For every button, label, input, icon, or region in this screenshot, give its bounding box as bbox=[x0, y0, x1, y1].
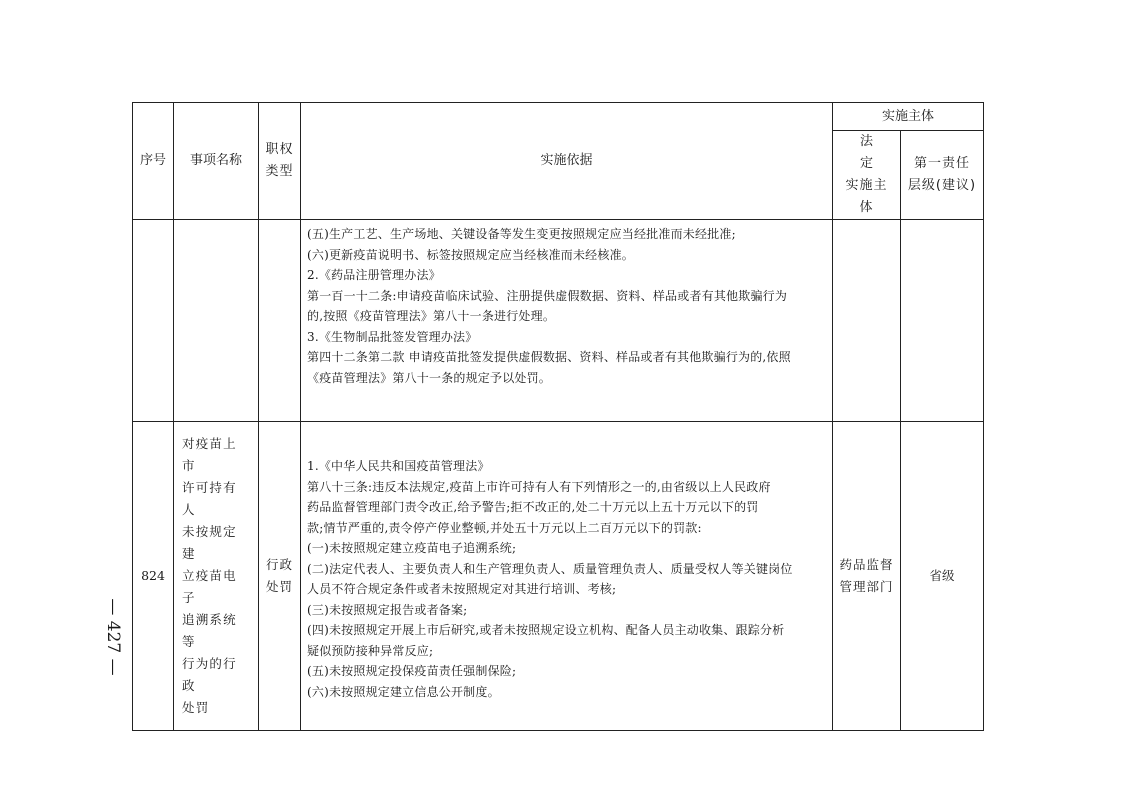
basis-line: 《疫苗管理法》第八十一条的规定予以处罚。 bbox=[307, 370, 552, 385]
row-legal-subject bbox=[833, 422, 901, 731]
row-seq: 824 bbox=[133, 422, 174, 731]
page-number bbox=[86, 560, 126, 720]
header-legal-subject bbox=[833, 131, 901, 220]
legal-subject-line: 药品监督 bbox=[839, 557, 894, 572]
basis-line: (一)未按照规定建立疫苗电子追溯系统; bbox=[307, 541, 517, 555]
header-legal-line2: 实施主体 bbox=[845, 178, 888, 215]
basis-line: 的,按照《疫苗管理法》第八十一条进行处理。 bbox=[307, 309, 556, 323]
basis-line: 人员不符合规定条件或者未按照规定对其进行培训、考核; bbox=[307, 582, 617, 596]
header-basis: 实施依据 bbox=[301, 103, 833, 220]
item-name-line: 许可持有人 bbox=[182, 480, 237, 517]
row-level bbox=[901, 220, 984, 422]
basis-line: 1.《中华人民共和国疫苗管理法》 bbox=[307, 459, 490, 473]
basis-line: (四)未按照规定开展上市后研究,或者未按照规定设立机构、配备人员主动收集、跟踪分析 bbox=[307, 623, 785, 637]
basis-line: 第四十二条第二款 申请疫苗批签发提供虚假数据、资料、样品或者有其他欺骗行为的,依照 bbox=[307, 350, 791, 364]
basis-line: 药品监督管理部门责令改正,给予警告;拒不改正的,处二十万元以上五十万元以下的罚 bbox=[307, 500, 759, 514]
basis-line: (三)未按照规定报告或者备案; bbox=[307, 602, 468, 617]
basis-line: (六)更新疫苗说明书、标签按照规定应当经核准而未经核准。 bbox=[307, 247, 634, 262]
basis-line: 第一百一十二条:申请疫苗临床试验、注册提供虚假数据、资料、样品或者有其他欺骗行为 bbox=[307, 288, 788, 303]
basis-line: 款;情节严重的,责令停产停业整顿,并处五十万元以上二百万元以下的罚款: bbox=[307, 520, 702, 535]
header-first-resp-line1: 第一责任 bbox=[914, 156, 971, 171]
row-item-name bbox=[174, 220, 259, 422]
basis-line: 第八十三条:违反本法规定,疫苗上市许可持有人有下列情形之一的,由省级以上人民政府 bbox=[307, 479, 771, 494]
basis-line: (六)未按照规定建立信息公开制度。 bbox=[307, 684, 500, 699]
item-name-line: 未按规定建 bbox=[182, 524, 237, 561]
basis-line: (五)未按照规定投保疫苗责任强制保险; bbox=[307, 664, 517, 678]
header-legal-line1: 法 定 bbox=[859, 134, 887, 171]
row-type bbox=[259, 220, 301, 422]
header-type bbox=[259, 103, 301, 220]
table-row bbox=[133, 422, 984, 731]
header-item-name: 事项名称 bbox=[174, 103, 259, 220]
header-type-line1: 职权 bbox=[265, 142, 294, 157]
table-row bbox=[133, 220, 984, 422]
header-first-responsibility bbox=[901, 131, 984, 220]
page-number-text: — 427 — bbox=[103, 598, 123, 676]
basis-line: 3.《生物制品批签发管理办法》 bbox=[307, 329, 478, 344]
basis-line: (二)法定代表人、主要负责人和生产管理负责人、质量管理负责人、质量受权人等关键岗位 bbox=[307, 561, 793, 576]
row-type bbox=[259, 422, 301, 731]
item-name-line: 对疫苗上市 bbox=[182, 436, 237, 473]
type-line: 行政 bbox=[265, 557, 293, 572]
row-basis bbox=[301, 422, 833, 731]
header-seq: 序号 bbox=[133, 103, 174, 220]
legal-subject-line: 管理部门 bbox=[839, 579, 894, 594]
item-name-line: 行为的行政 bbox=[182, 656, 237, 693]
row-legal-subject bbox=[833, 220, 901, 422]
basis-line: 2.《药品注册管理办法》 bbox=[307, 268, 441, 282]
header-type-line2: 类型 bbox=[265, 164, 294, 179]
row-level: 省级 bbox=[901, 422, 984, 731]
row-basis bbox=[301, 220, 833, 422]
authority-table bbox=[132, 102, 984, 731]
basis-line: 疑似预防接种异常反应; bbox=[307, 643, 434, 658]
header-subject: 实施主体 bbox=[833, 103, 984, 131]
basis-line: (五)生产工艺、生产场地、关键设备等发生变更按照规定应当经批准而未经批准; bbox=[307, 227, 736, 241]
row-seq bbox=[133, 220, 174, 422]
type-line: 处罚 bbox=[265, 579, 293, 594]
item-name-line: 立疫苗电子 bbox=[182, 568, 237, 605]
item-name-line: 追溯系统等 bbox=[182, 612, 237, 649]
item-name-line: 处罚 bbox=[182, 700, 210, 715]
header-first-resp-line2: 层级(建议) bbox=[907, 178, 977, 193]
row-item-name bbox=[174, 422, 259, 731]
header-row-1 bbox=[133, 103, 984, 131]
